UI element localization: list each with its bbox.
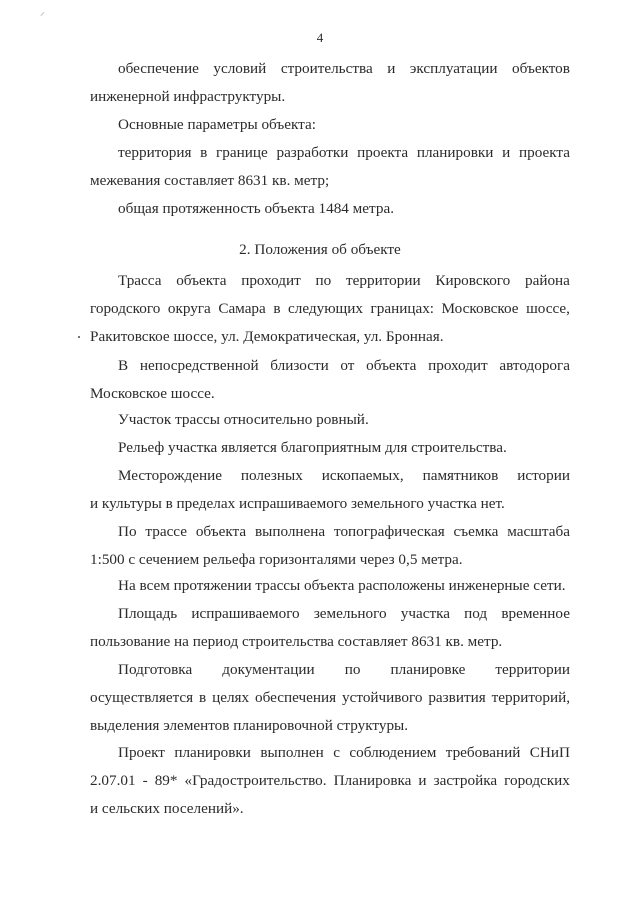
text-line: общая протяженность объекта 1484 метра. xyxy=(118,200,394,217)
word: шоссе, xyxy=(526,300,570,317)
text-line xyxy=(90,604,570,632)
paragraph-relief xyxy=(90,438,570,466)
paragraph-land-area xyxy=(90,604,570,660)
word: границе xyxy=(216,144,268,161)
word: 2.07.01 xyxy=(90,772,136,789)
word: района xyxy=(524,272,570,289)
word: участка xyxy=(400,605,450,622)
text-line: Ракитовское шоссе, ул. Демократическая, ул. Бронная. xyxy=(90,328,444,345)
word: под xyxy=(464,605,488,622)
word: планировки xyxy=(174,744,251,761)
word: застройка xyxy=(433,772,498,789)
text-line: На всем протяжении трассы объекта расположены инженерные сети. xyxy=(118,577,566,594)
word: с xyxy=(333,744,340,761)
text-line: и сельских поселений». xyxy=(90,800,244,817)
word: Проект xyxy=(118,744,165,761)
word: территория xyxy=(118,144,192,161)
word: проходит xyxy=(241,272,301,289)
text-line xyxy=(90,688,570,716)
word: Самара xyxy=(218,300,266,317)
text-line: Московское шоссе. xyxy=(90,385,215,402)
word: обеспечения xyxy=(255,689,337,706)
word: целях xyxy=(212,689,250,706)
paragraph-deposits xyxy=(90,466,570,522)
word: округа xyxy=(167,300,211,317)
word: городских xyxy=(504,772,570,789)
text-line: пользование на период строительства составляет 8631 кв. метр. xyxy=(90,633,503,650)
word: СНиП xyxy=(529,744,570,761)
paragraph-flat-section xyxy=(90,410,570,438)
word: проекта xyxy=(518,144,570,161)
paragraph-snip xyxy=(90,743,570,827)
word: Кировского xyxy=(435,272,511,289)
word: объекта xyxy=(195,523,247,540)
word: памятников xyxy=(422,467,499,484)
text-line: Основные параметры объекта: xyxy=(118,116,316,133)
text-line: инженерной инфраструктуры. xyxy=(90,88,286,105)
paragraph-route xyxy=(90,271,570,355)
word: масштаба xyxy=(507,523,570,540)
paragraph-infrastructure xyxy=(90,59,570,115)
paragraph-documentation xyxy=(90,660,570,744)
word: Месторождение xyxy=(118,467,222,484)
word: Трасса xyxy=(118,272,162,289)
text-line xyxy=(90,271,570,299)
word: объектов xyxy=(512,60,570,77)
word: строительства xyxy=(280,60,373,77)
word: «Градостроительство. xyxy=(184,772,327,789)
text-line xyxy=(90,59,570,87)
word: Планировка xyxy=(333,772,412,789)
word: ископаемых, xyxy=(321,467,404,484)
text-line xyxy=(90,522,570,550)
word: временное xyxy=(501,605,570,622)
paragraph-parameters-intro xyxy=(90,115,570,143)
word: от xyxy=(340,357,355,374)
word: проходит xyxy=(428,357,488,374)
word: документации xyxy=(222,661,315,678)
word: испрашиваемого xyxy=(191,605,300,622)
word: Площадь xyxy=(118,605,178,622)
word: по xyxy=(344,661,361,678)
text-line: Рельеф участка является благоприятным для строительства. xyxy=(118,439,507,456)
word: в xyxy=(199,689,207,706)
word: трассе xyxy=(145,523,187,540)
text-line xyxy=(90,356,570,384)
word: следующих xyxy=(288,300,363,317)
word: По xyxy=(118,523,137,540)
word: и xyxy=(502,144,511,161)
word: - xyxy=(142,772,148,789)
word: эксплуатации xyxy=(409,60,498,77)
word: топографическая xyxy=(334,523,445,540)
word: соблюдением xyxy=(349,744,437,761)
text-line: и культуры в пределах испрашиваемого земельного участка нет. xyxy=(90,495,505,512)
word: объекта xyxy=(366,357,417,374)
word: развития xyxy=(428,689,486,706)
word: территории xyxy=(346,272,421,289)
word: городского xyxy=(90,300,161,317)
word: требований xyxy=(445,744,521,761)
text-line: межевания составляет 8631 кв. метр; xyxy=(90,172,330,189)
word: и xyxy=(387,60,396,77)
text-line xyxy=(90,143,570,171)
text-line xyxy=(90,660,570,688)
word: непосредственной xyxy=(139,357,259,374)
word: близости xyxy=(270,357,329,374)
word: условий xyxy=(213,60,267,77)
word: Подготовка xyxy=(118,661,193,678)
paragraph-length xyxy=(90,199,570,227)
word: планировки xyxy=(416,144,494,161)
word: осуществляется xyxy=(90,689,194,706)
text-line xyxy=(90,299,570,327)
word: в xyxy=(200,144,208,161)
word: по xyxy=(315,272,332,289)
word: выполнен xyxy=(260,744,324,761)
text-line xyxy=(90,743,570,771)
word: планировке xyxy=(390,661,466,678)
page-number: 4 xyxy=(316,30,324,45)
text-line xyxy=(90,466,570,494)
paragraph-territory xyxy=(90,143,570,199)
word: в xyxy=(273,300,281,317)
word: полезных xyxy=(240,467,303,484)
word: проекта xyxy=(357,144,409,161)
word: 89* xyxy=(154,772,178,789)
word: обеспечение xyxy=(118,60,199,77)
scan-artifact-mark: ⸝ xyxy=(40,7,45,18)
word: и xyxy=(418,772,427,789)
word: земельного xyxy=(313,605,387,622)
word: В xyxy=(118,357,129,374)
paragraph-survey xyxy=(90,522,570,578)
paragraph-proximity xyxy=(90,356,570,412)
word: съемка xyxy=(453,523,499,540)
word: границах: xyxy=(370,300,435,317)
word: истории xyxy=(517,467,570,484)
word: устойчивого xyxy=(342,689,423,706)
word: автодорога xyxy=(499,357,570,374)
text-line: 1:500 с сечением рельефа горизонталями через 0,5 метра. xyxy=(90,551,463,568)
text-line: выделения элементов планировочной структуры. xyxy=(90,717,409,734)
word: территории xyxy=(495,661,570,678)
text-line: Участок трассы относительно ровный. xyxy=(118,411,369,428)
word: выполнена xyxy=(254,523,326,540)
word: разработки xyxy=(276,144,349,161)
scan-dot xyxy=(78,336,80,338)
text-line xyxy=(90,771,570,799)
word: Московское xyxy=(441,300,519,317)
word: объекта xyxy=(176,272,227,289)
section-heading: 2. Положения об объекте xyxy=(239,241,401,258)
paragraph-utilities xyxy=(90,576,570,604)
word: территорий, xyxy=(491,689,570,706)
